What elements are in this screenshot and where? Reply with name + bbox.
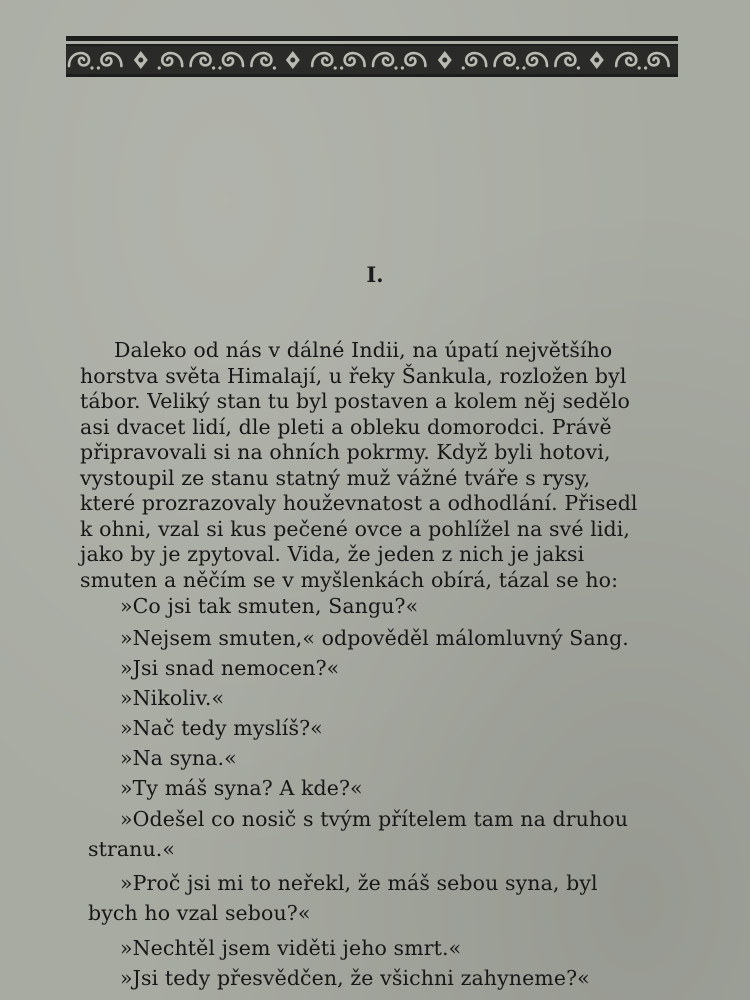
opening-paragraph [80, 338, 685, 593]
text-line: »Jsi snad nemocen?« [120, 656, 340, 680]
text-line: »Co jsi tak smuten, Sangu?« [120, 594, 419, 618]
text-line: »Odešel co nosič s tvým přítelem tam na druhou [120, 807, 629, 831]
text-line: bych ho vzal sebou?« [88, 900, 311, 925]
text-line: tábor. Veliký stan tu byl postaven a kolem něj sedělo [80, 389, 630, 413]
dialogue-line [110, 686, 224, 712]
dialogue-line [110, 716, 323, 742]
text-line: »Na syna.« [120, 746, 237, 770]
chapter-body [80, 338, 685, 990]
text-line: asi dvacet lidí, dle pleti a obleku domorodci. Právě [80, 414, 612, 439]
dialogue-line [110, 936, 461, 962]
dialogue-line [110, 746, 237, 772]
chapter-number: I. [366, 262, 384, 287]
dialogue-line [110, 594, 418, 620]
text-line: vystoupil ze stanu statný muž vážné tváře s rysy, [80, 465, 591, 490]
text-line: »Nikoliv.« [120, 686, 225, 710]
dialogue-line [110, 776, 363, 802]
text-line: připravovali si na ohních pokrmy. Když byli hotovi, [80, 440, 611, 464]
text-line: »Nejsem smuten,« odpověděl málomluvný Sang. [120, 626, 629, 650]
dialogue-line [88, 807, 629, 862]
text-line: které prozrazovaly houževnatost a odhodlání. Přisedl [80, 491, 638, 515]
text-line: Daleko od nás v dálné Indii, na úpatí největšího [114, 338, 613, 362]
text-line: »Nač tedy myslíš?« [120, 716, 323, 740]
text-line: »Jsi tedy přesvědčen, že všichni zahyneme?« [120, 966, 590, 990]
decorative-header-border [66, 34, 678, 82]
text-line: smuten a něčím se v myšlenkách obírá, tázal se ho: [80, 567, 619, 592]
text-line: k ohni, vzal si kus pečené ovce a pohlížel na své lidi, [80, 516, 631, 541]
text-line: »Ty máš syna? A kde?« [120, 776, 363, 800]
dialogue-line [110, 626, 629, 652]
dialogue-line [110, 966, 590, 992]
text-line: »Proč jsi mi to neřekl, že máš sebou syna, byl [120, 871, 598, 895]
dialogue-line [110, 656, 339, 682]
text-line: jako by je zpytoval. Vida, že jeden z nich je jaksi [80, 542, 585, 566]
text-line: stranu.« [88, 836, 176, 861]
text-line: horstva světa Himalají, u řeky Šankula, rozložen byl [80, 363, 627, 388]
text-line: »Nechtěl jsem viděti jeho smrt.« [120, 936, 462, 960]
dialogue-line [88, 871, 598, 926]
